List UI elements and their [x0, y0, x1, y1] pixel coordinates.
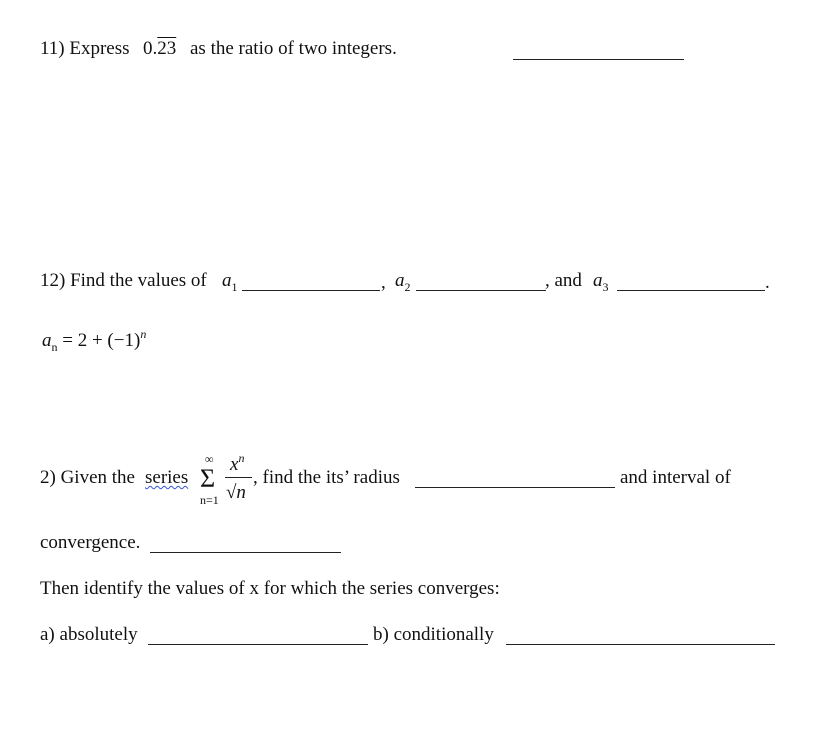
q12-a3 [593, 270, 609, 292]
q12-formula-exp: n [140, 327, 147, 341]
q12-a1-var: a [222, 270, 232, 291]
q2-prefix: 2) Given the [40, 467, 135, 488]
q2-numerator-var: x [230, 454, 239, 475]
q2-denominator: √n [226, 482, 246, 503]
q12-prefix: 12) Find the values of [40, 270, 207, 291]
q12-comma1: , [381, 272, 386, 293]
q12-a3-blank[interactable] [617, 290, 765, 291]
q2-absolutely-label: a) absolutely [40, 624, 138, 645]
q2-sum-upper: ∞ [205, 452, 214, 466]
q2-series-word: series [145, 467, 189, 488]
q11-answer-blank[interactable] [513, 59, 684, 60]
q12-formula [42, 327, 147, 354]
q12-a3-var: a [593, 270, 603, 291]
q12-period: . [765, 272, 770, 293]
q2-radius-blank[interactable] [415, 487, 615, 488]
q2-numerator-exp: n [238, 451, 245, 465]
q12-a1-blank[interactable] [242, 290, 380, 291]
q11-number-repeating: 23 [157, 38, 177, 59]
q2-conditionally-label: b) conditionally [373, 624, 494, 645]
q2-absolutely-blank[interactable] [148, 644, 368, 645]
q12-a1-sub: 1 [231, 280, 238, 294]
q11-number [143, 38, 176, 60]
q12-and: , and [545, 270, 582, 291]
q11-prefix: 11) Express [40, 38, 130, 59]
q11-suffix: as the ratio of two integers. [190, 38, 397, 59]
q12-formula-rhs: = 2 + (−1) [62, 330, 141, 351]
q2-numerator [230, 451, 245, 476]
q12-formula-lhs: a [42, 330, 52, 351]
q2-convergence-text: convergence. [40, 532, 141, 553]
q12-a2 [395, 270, 411, 292]
q2-sum-lower: n=1 [200, 493, 219, 507]
q2-sum-symbol: Σ [200, 464, 216, 493]
q2-after-sum: , find the its’ radius [253, 467, 400, 488]
q2-fraction-bar [225, 477, 252, 478]
q12-a1 [222, 270, 238, 292]
q12-a2-var: a [395, 270, 405, 291]
q12-formula-lhs-sub: n [51, 340, 58, 354]
q11-number-whole: 0. [143, 38, 158, 59]
q2-interval-blank[interactable] [150, 552, 341, 553]
q12-a3-sub: 3 [602, 280, 609, 294]
q2-identify-text: Then identify the values of x for which the series converges: [40, 578, 500, 599]
q2-interval-text: and interval of [620, 467, 731, 488]
q12-a2-blank[interactable] [416, 290, 546, 291]
q12-a2-sub: 2 [404, 280, 411, 294]
q2-conditionally-blank[interactable] [506, 644, 775, 645]
